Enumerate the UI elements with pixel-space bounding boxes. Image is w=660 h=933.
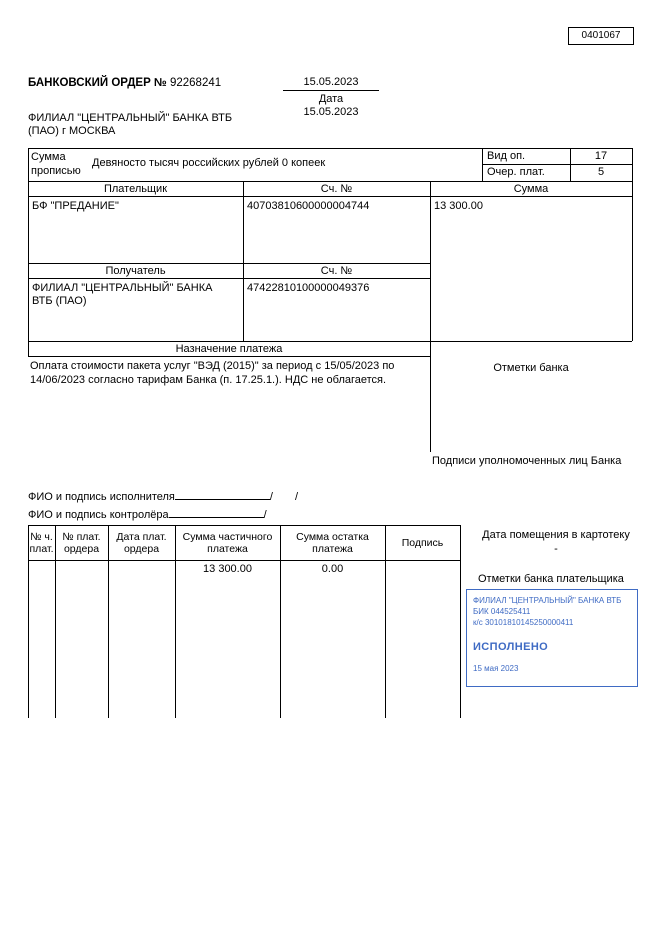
- payment-priority-label: Очер. плат.: [487, 166, 545, 178]
- border-line: [243, 181, 244, 341]
- payer-section-label: Плательщик: [103, 183, 168, 195]
- partial-table-header-remainder-sum: Сумма остатка платежа: [296, 530, 369, 555]
- slash: /: [294, 491, 299, 503]
- border-line: [632, 148, 633, 341]
- form-code-box: [568, 27, 634, 45]
- partial-table-header-signature: Подпись: [401, 536, 444, 549]
- remainder-amount: 0.00: [321, 563, 344, 575]
- order-date: 15.05.2023: [283, 76, 379, 91]
- payer-bank-marks-label: Отметки банка плательщика: [478, 573, 624, 585]
- border-line: [28, 560, 460, 561]
- date-label: Дата: [318, 93, 344, 105]
- recipient-name: ФИЛИАЛ "ЦЕНТРАЛЬНЫЙ" БАНКА ВТБ (ПАО): [32, 282, 213, 307]
- payment-amount: 13 300.00: [434, 200, 483, 212]
- border-line: [28, 263, 430, 264]
- border-line: [28, 148, 632, 149]
- bank-branch-line2: (ПАО) г МОСКВА: [28, 125, 116, 137]
- executor-signature-line: [28, 488, 298, 503]
- payer-name: БФ "ПРЕДАНИЕ": [32, 200, 119, 212]
- card-file-date-value: -: [554, 543, 558, 555]
- order-number: 92268241: [169, 77, 222, 89]
- payer-account: 40703810600000004744: [247, 200, 370, 212]
- partial-table-header-partial-sum: Сумма частичного платежа: [182, 530, 273, 555]
- card-file-date-label: Дата помещения в картотеку: [482, 529, 630, 541]
- controller-signature-line: [28, 506, 267, 521]
- border-line: [482, 164, 632, 165]
- stamp-corr-account: к/с 30101810145250000411: [473, 618, 574, 627]
- partial-table-header-order-number: № плат. ордера: [62, 530, 101, 555]
- order-date-2: 15.05.2023: [303, 106, 359, 118]
- signature-underline: [175, 488, 270, 500]
- bank-branch-line1: ФИЛИАЛ "ЦЕНТРАЛЬНЫЙ" БАНКА ВТБ: [28, 112, 233, 124]
- partial-table-header-part-number: № ч. плат.: [29, 530, 54, 555]
- bank-signatures-label: Подписи уполномоченных лиц Банка: [432, 455, 622, 467]
- partial-amount: 13 300.00: [203, 563, 252, 575]
- stamp-date: 15 мая 2023: [473, 664, 519, 673]
- sum-in-words: Девяносто тысяч российских рублей 0 копеек: [92, 157, 326, 169]
- bank-stamp: [466, 589, 638, 687]
- border-line: [28, 278, 430, 279]
- slash: /: [269, 491, 273, 503]
- purpose-section-label: Назначение платежа: [175, 343, 283, 355]
- border-line: [28, 181, 632, 182]
- operation-type-label: Вид оп.: [487, 150, 526, 162]
- recipient-account: 47422810100000049376: [247, 282, 370, 294]
- stamp-status: ИСПОЛНЕНО: [473, 641, 549, 653]
- signature-underline: [169, 506, 264, 518]
- bank-branch-name: [28, 112, 232, 138]
- operation-type-value: 17: [594, 150, 608, 162]
- stamp-bank-name: ФИЛИАЛ "ЦЕНТРАЛЬНЫЙ" БАНКА ВТБ: [473, 596, 622, 605]
- recipient-account-label: Сч. №: [320, 265, 353, 277]
- form-code: 0401067: [581, 30, 621, 41]
- partial-table-header-order-date: Дата плат. ордера: [116, 530, 167, 555]
- recipient-section-label: Получатель: [105, 265, 166, 277]
- sum-words-label: Сумма прописью: [31, 151, 81, 177]
- amount-column-label: Сумма: [513, 183, 549, 195]
- payment-purpose: Оплата стоимости пакета услуг "ВЭД (2015)" за период с 15/05/2023 по 14/06/2023 согласно тарифам Банка (п. 17.25.1.). НДС не облагается.: [30, 360, 395, 386]
- border-line: [482, 148, 483, 181]
- border-line: [28, 356, 430, 357]
- order-title: БАНКОВСКИЙ ОРДЕР №: [28, 77, 167, 89]
- stamp-bik: БИК 044525411: [473, 607, 531, 616]
- border-line: [430, 181, 431, 452]
- border-line: [28, 196, 632, 197]
- slash: /: [263, 509, 267, 521]
- date-block: [283, 76, 379, 119]
- payer-account-label: Сч. №: [320, 183, 353, 195]
- payment-priority-value: 5: [597, 166, 605, 178]
- controller-label: ФИО и подпись контролёра: [28, 509, 169, 521]
- bank-marks-label: Отметки банка: [493, 362, 569, 374]
- border-line: [28, 148, 29, 356]
- order-title-row: [28, 77, 221, 89]
- executor-label: ФИО и подпись исполнителя: [28, 491, 175, 503]
- border-line: [460, 525, 461, 718]
- border-line: [28, 341, 632, 342]
